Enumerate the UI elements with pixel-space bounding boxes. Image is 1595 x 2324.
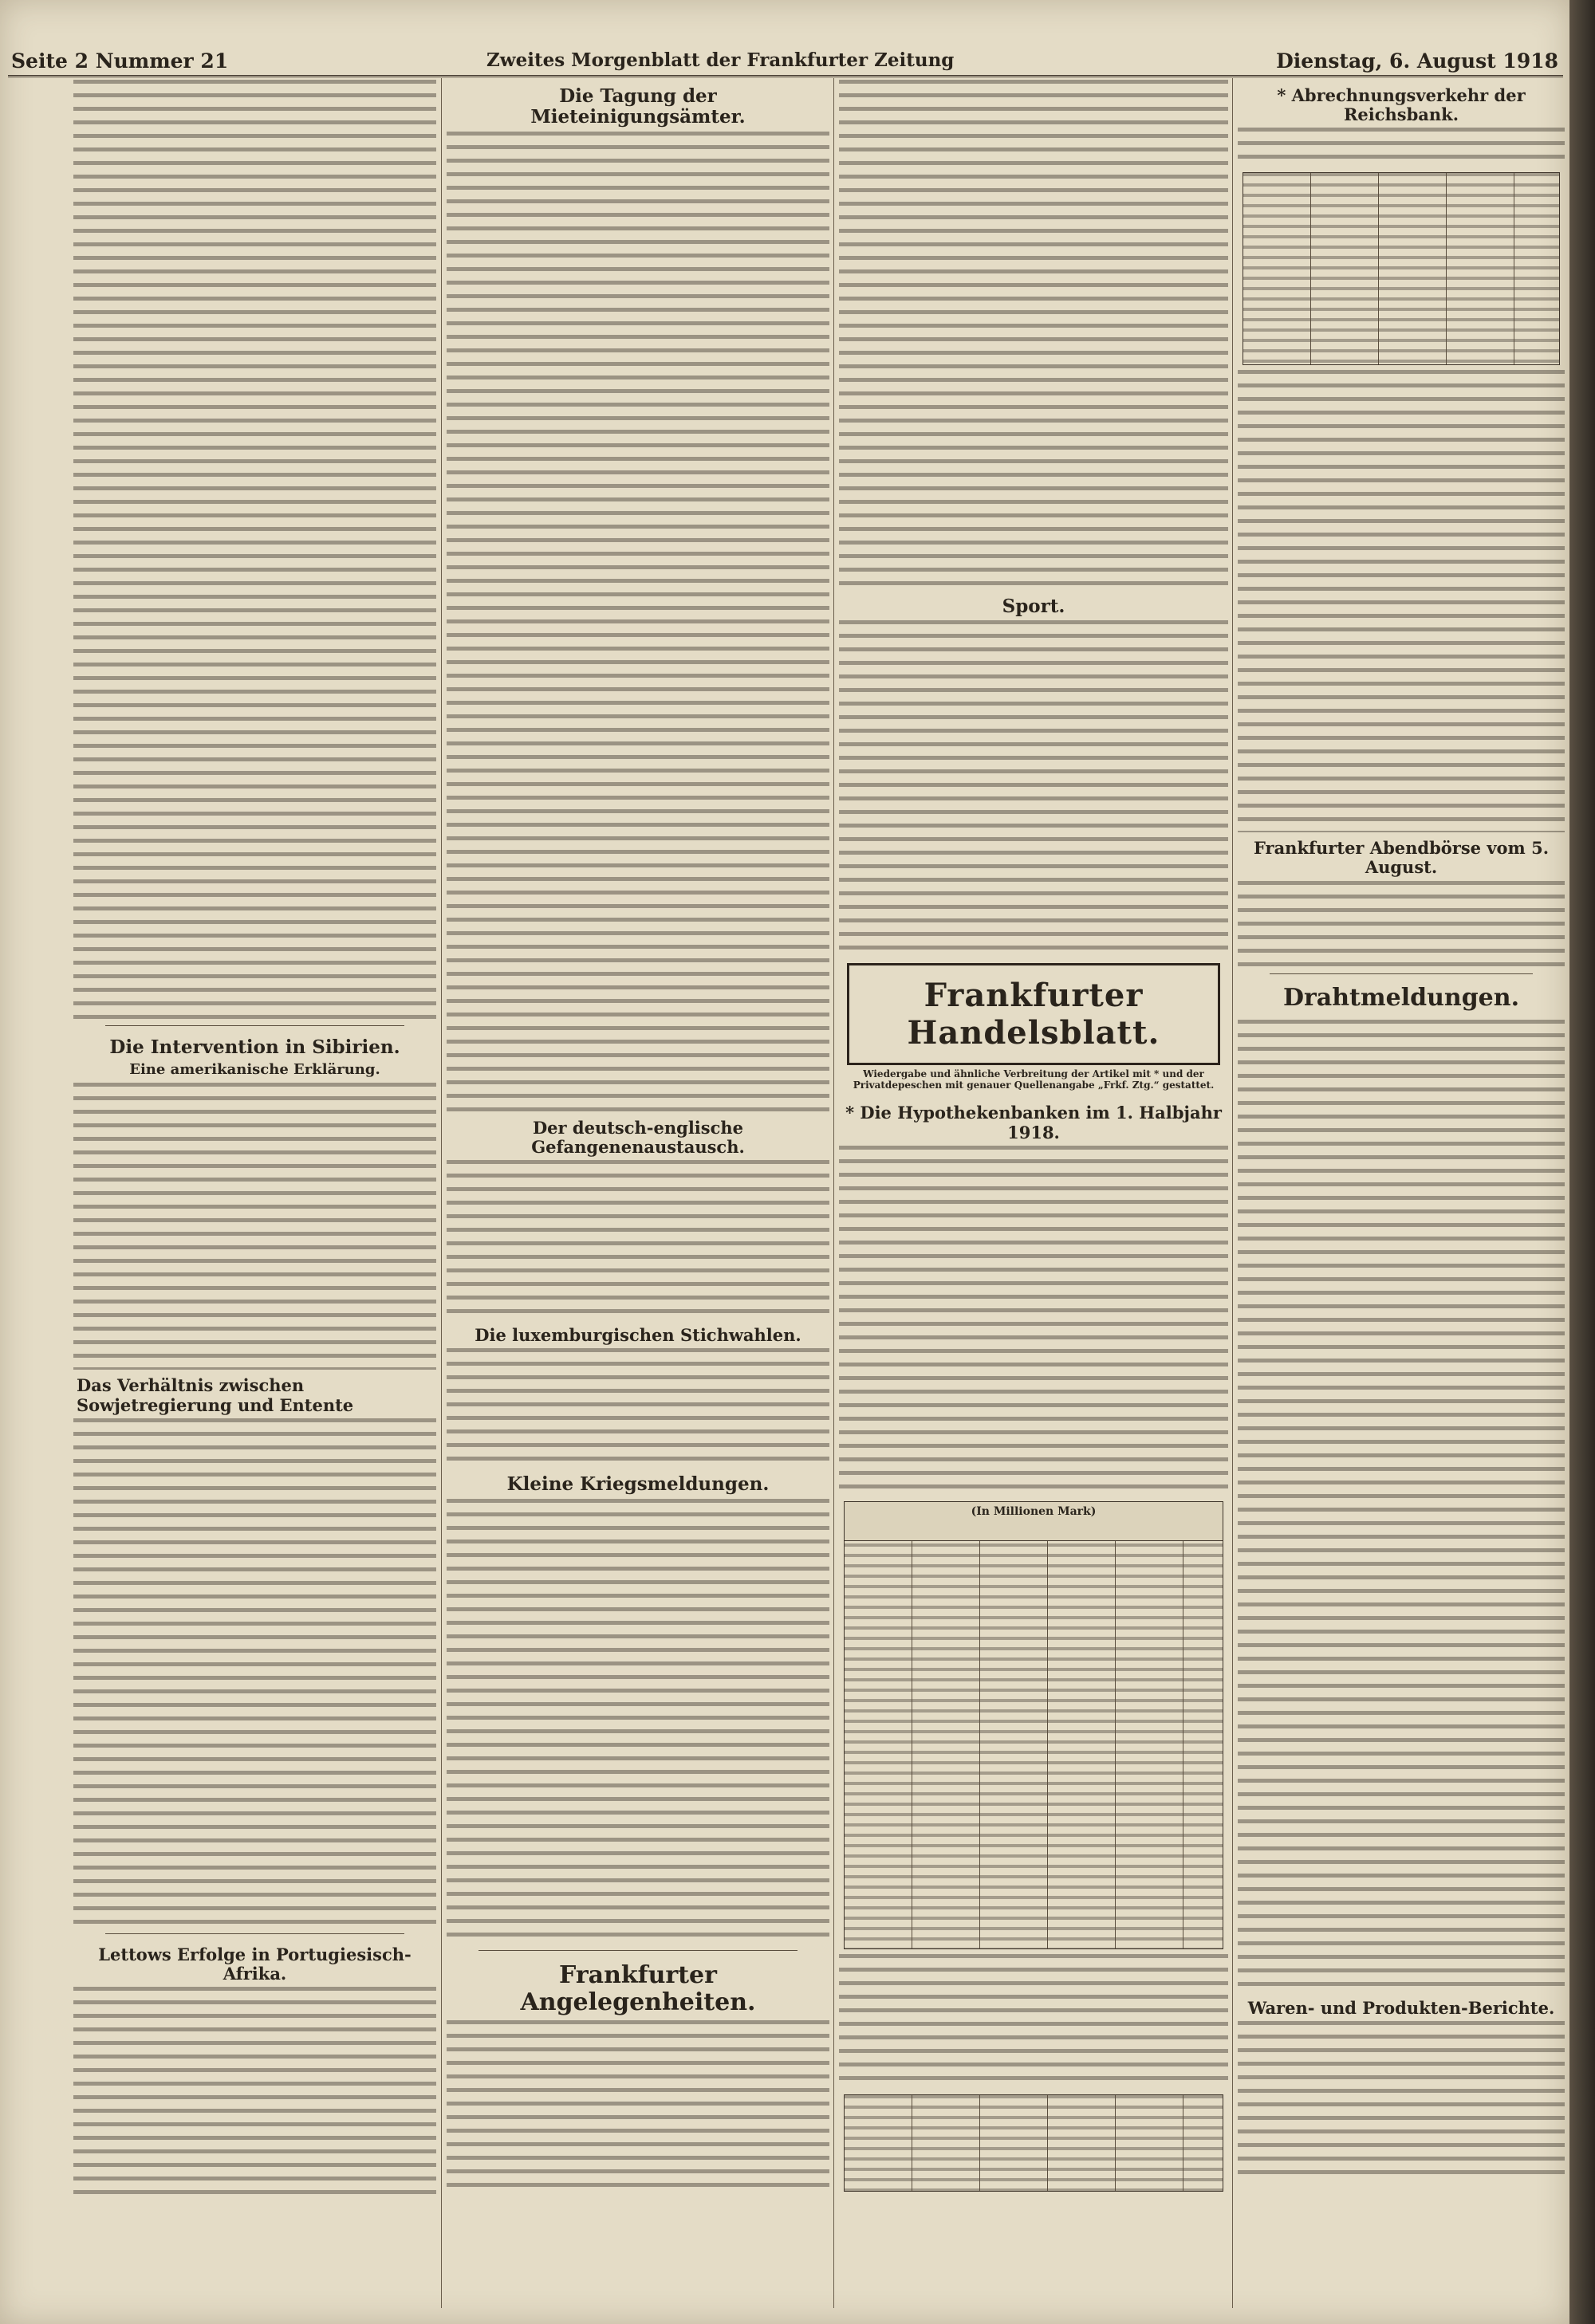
column-1 (73, 80, 436, 2308)
scan-edge (1569, 0, 1595, 2324)
table-label: (In Millionen Mark) (971, 1504, 1097, 1518)
obligation-table (844, 2094, 1223, 2192)
hypothekenbanken-table (844, 1501, 1223, 1949)
column-rule (441, 78, 442, 2308)
article-text (1238, 370, 1565, 832)
article-text (73, 1083, 436, 1370)
article-heading: Waren- und Produkten-Berichte. (1247, 1997, 1555, 2018)
article-text (73, 80, 436, 1020)
article-text (447, 2020, 829, 2196)
page-number: Seite 2 Nummer 21 (11, 49, 229, 73)
article-text (1238, 128, 1565, 167)
article-heading: Das Verhältnis zwischen Sowjetregierung und Entente (77, 1375, 354, 1415)
column-3 (839, 80, 1228, 2308)
article-heading: Sport. (1002, 596, 1065, 617)
column-2 (447, 80, 829, 2308)
article-heading: Der deutsch-englische Gefangenenaustausch. (531, 1117, 745, 1158)
section-heading: Frankfurter Angelegenheiten. (520, 1960, 756, 2017)
article-heading: Kleine Kriegsmeldungen. (506, 1473, 770, 1496)
column-rule (1232, 78, 1233, 2308)
masthead-note: Wiedergabe und ähnliche Verbreitung der Artikel mit * und der Privatdepeschen mit genauer Quellenangabe „Frkf. Ztg.“ gestattet. (853, 1068, 1215, 1091)
paper-title: Zweites Morgenblatt der Frankfurter Zeitung (486, 49, 955, 71)
page-header (8, 48, 1563, 77)
article-text (73, 1418, 436, 1929)
abrechnung-table (1243, 172, 1560, 365)
divider (105, 1025, 404, 1026)
article-text (1238, 2021, 1565, 2180)
divider (1270, 973, 1533, 974)
article-text (839, 620, 1228, 955)
article-text (839, 1954, 1228, 2090)
divider (105, 1933, 404, 1934)
article-heading: Die Intervention in Sibirien. (109, 1036, 400, 1058)
article-text (1238, 881, 1565, 969)
article-text (447, 1348, 829, 1468)
article-text (447, 1499, 829, 1945)
article-heading: Frankfurter Abendbörse vom 5. August. (1253, 838, 1550, 878)
article-heading: * Die Hypothekenbanken im 1. Halbjahr 1918. (845, 1103, 1222, 1142)
article-heading: Die Tagung der Mieteinigungsämter. (530, 85, 746, 128)
column-4 (1238, 80, 1565, 2308)
article-heading: Lettows Erfolge in Portugiesisch-Afrika. (98, 1944, 412, 1984)
article-text (447, 1160, 829, 1319)
article-text (73, 1987, 436, 2194)
issue-date: Dienstag, 6. August 1918 (1276, 49, 1558, 73)
article-subheading: Eine amerikanische Erklärung. (129, 1061, 380, 1079)
divider (478, 1950, 798, 1951)
table-header (845, 1502, 1223, 1541)
article-heading: Die luxemburgischen Stichwahlen. (475, 1325, 801, 1346)
article-text (839, 80, 1228, 590)
article-text (447, 132, 829, 1112)
article-text (1238, 1020, 1565, 1992)
column-rule (833, 78, 834, 2308)
article-heading: * Abrechnungsverkehr der Reichsbank. (1277, 85, 1526, 125)
article-text (839, 1146, 1228, 1496)
section-masthead: Frankfurter Handelsblatt. (847, 963, 1220, 1065)
section-heading: Drahtmeldungen. (1282, 983, 1520, 1012)
